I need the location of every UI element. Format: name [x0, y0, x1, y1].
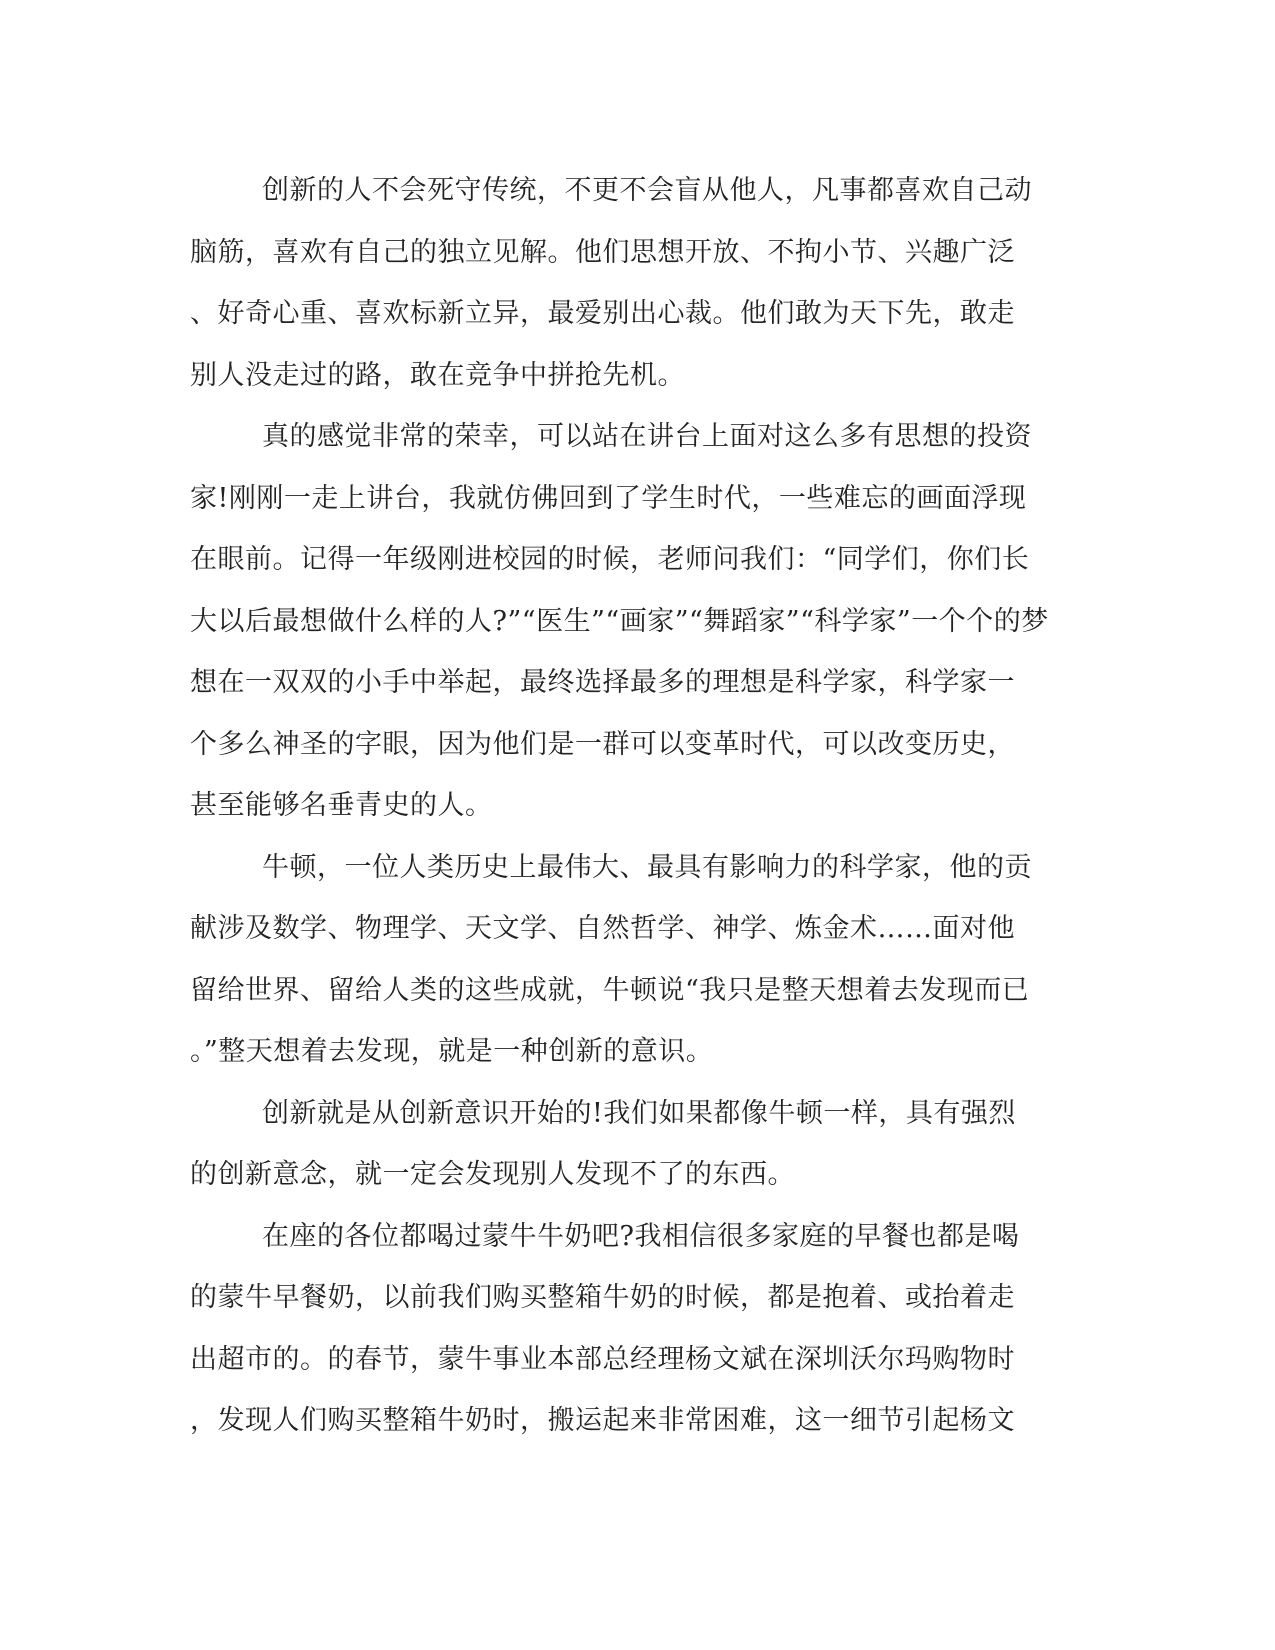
paragraph-1: [190, 160, 1070, 406]
text-line: 甚至能够名垂青史的人。: [190, 790, 493, 821]
text-line: 的蒙牛早餐奶，以前我们购买整箱牛奶的时候，都是抱着、或抬着走: [190, 1282, 1015, 1313]
text-line: 别人没走过的路，敢在竞争中拼抢先机。: [190, 359, 685, 391]
text-line: 的创新意念，就一定会发现别人发现不了的东西。: [190, 1159, 795, 1190]
paragraph-3: [190, 837, 1070, 1083]
text-line: 想在一双双的小手中举起，最终选择最多的理想是科学家，科学家一: [190, 667, 1015, 698]
text-line: 献涉及数学、物理学、天文学、自然哲学、神学、炼金术……面对他: [190, 913, 1015, 944]
paragraph-4: [190, 1083, 1070, 1206]
text-line: 。”整天想着去发现，就是一种创新的意识。: [190, 1036, 714, 1067]
text-line: 大以后最想做什么样的人?”“医生”“画家”“舞蹈家”“科学家”一个个的梦: [190, 605, 1049, 637]
text-line: 脑筋，喜欢有自己的独立见解。他们思想开放、不拘小节、兴趣广泛: [190, 236, 1015, 268]
text-line: 留给世界、留给人类的这些成就，牛顿说“我只是整天想着去发现而已: [190, 974, 1030, 1006]
text-line: 牛顿，一位人类历史上最伟大、最具有影响力的科学家，他的贡: [262, 851, 1032, 883]
text-line: 、好奇心重、喜欢标新立异，最爱别出心裁。他们敢为天下先，敢走: [190, 298, 1015, 329]
text-line: 创新的人不会死守传统，不更不会盲从他人，凡事都喜欢自己动: [262, 175, 1032, 206]
text-line: 在座的各位都喝过蒙牛牛奶吧?我相信很多家庭的早餐也都是喝: [262, 1220, 1020, 1252]
paragraph-5: [190, 1206, 1070, 1452]
document-body: [190, 160, 1070, 1452]
paragraph-2: [190, 406, 1070, 837]
text-line: 真的感觉非常的荣幸，可以站在讲台上面对这么多有思想的投资: [262, 421, 1032, 452]
text-line: 在眼前。记得一年级刚进校园的时候，老师问我们：“同学们，你们长: [190, 544, 1030, 575]
text-line: 创新就是从创新意识开始的!我们如果都像牛顿一样，具有强烈: [262, 1097, 1016, 1129]
text-line: 出超市的。的春节，蒙牛事业本部总经理杨文斌在深圳沃尔玛购物时: [190, 1343, 1015, 1375]
text-line: 个多么神圣的字眼，因为他们是一群可以变革时代，可以改变历史，: [190, 728, 1015, 760]
text-line: 家!刚刚一走上讲台，我就仿佛回到了学生时代，一些难忘的画面浮现: [190, 482, 1027, 514]
text-line: ，发现人们购买整箱牛奶时，搬运起来非常困难，这一细节引起杨文: [190, 1405, 1015, 1436]
